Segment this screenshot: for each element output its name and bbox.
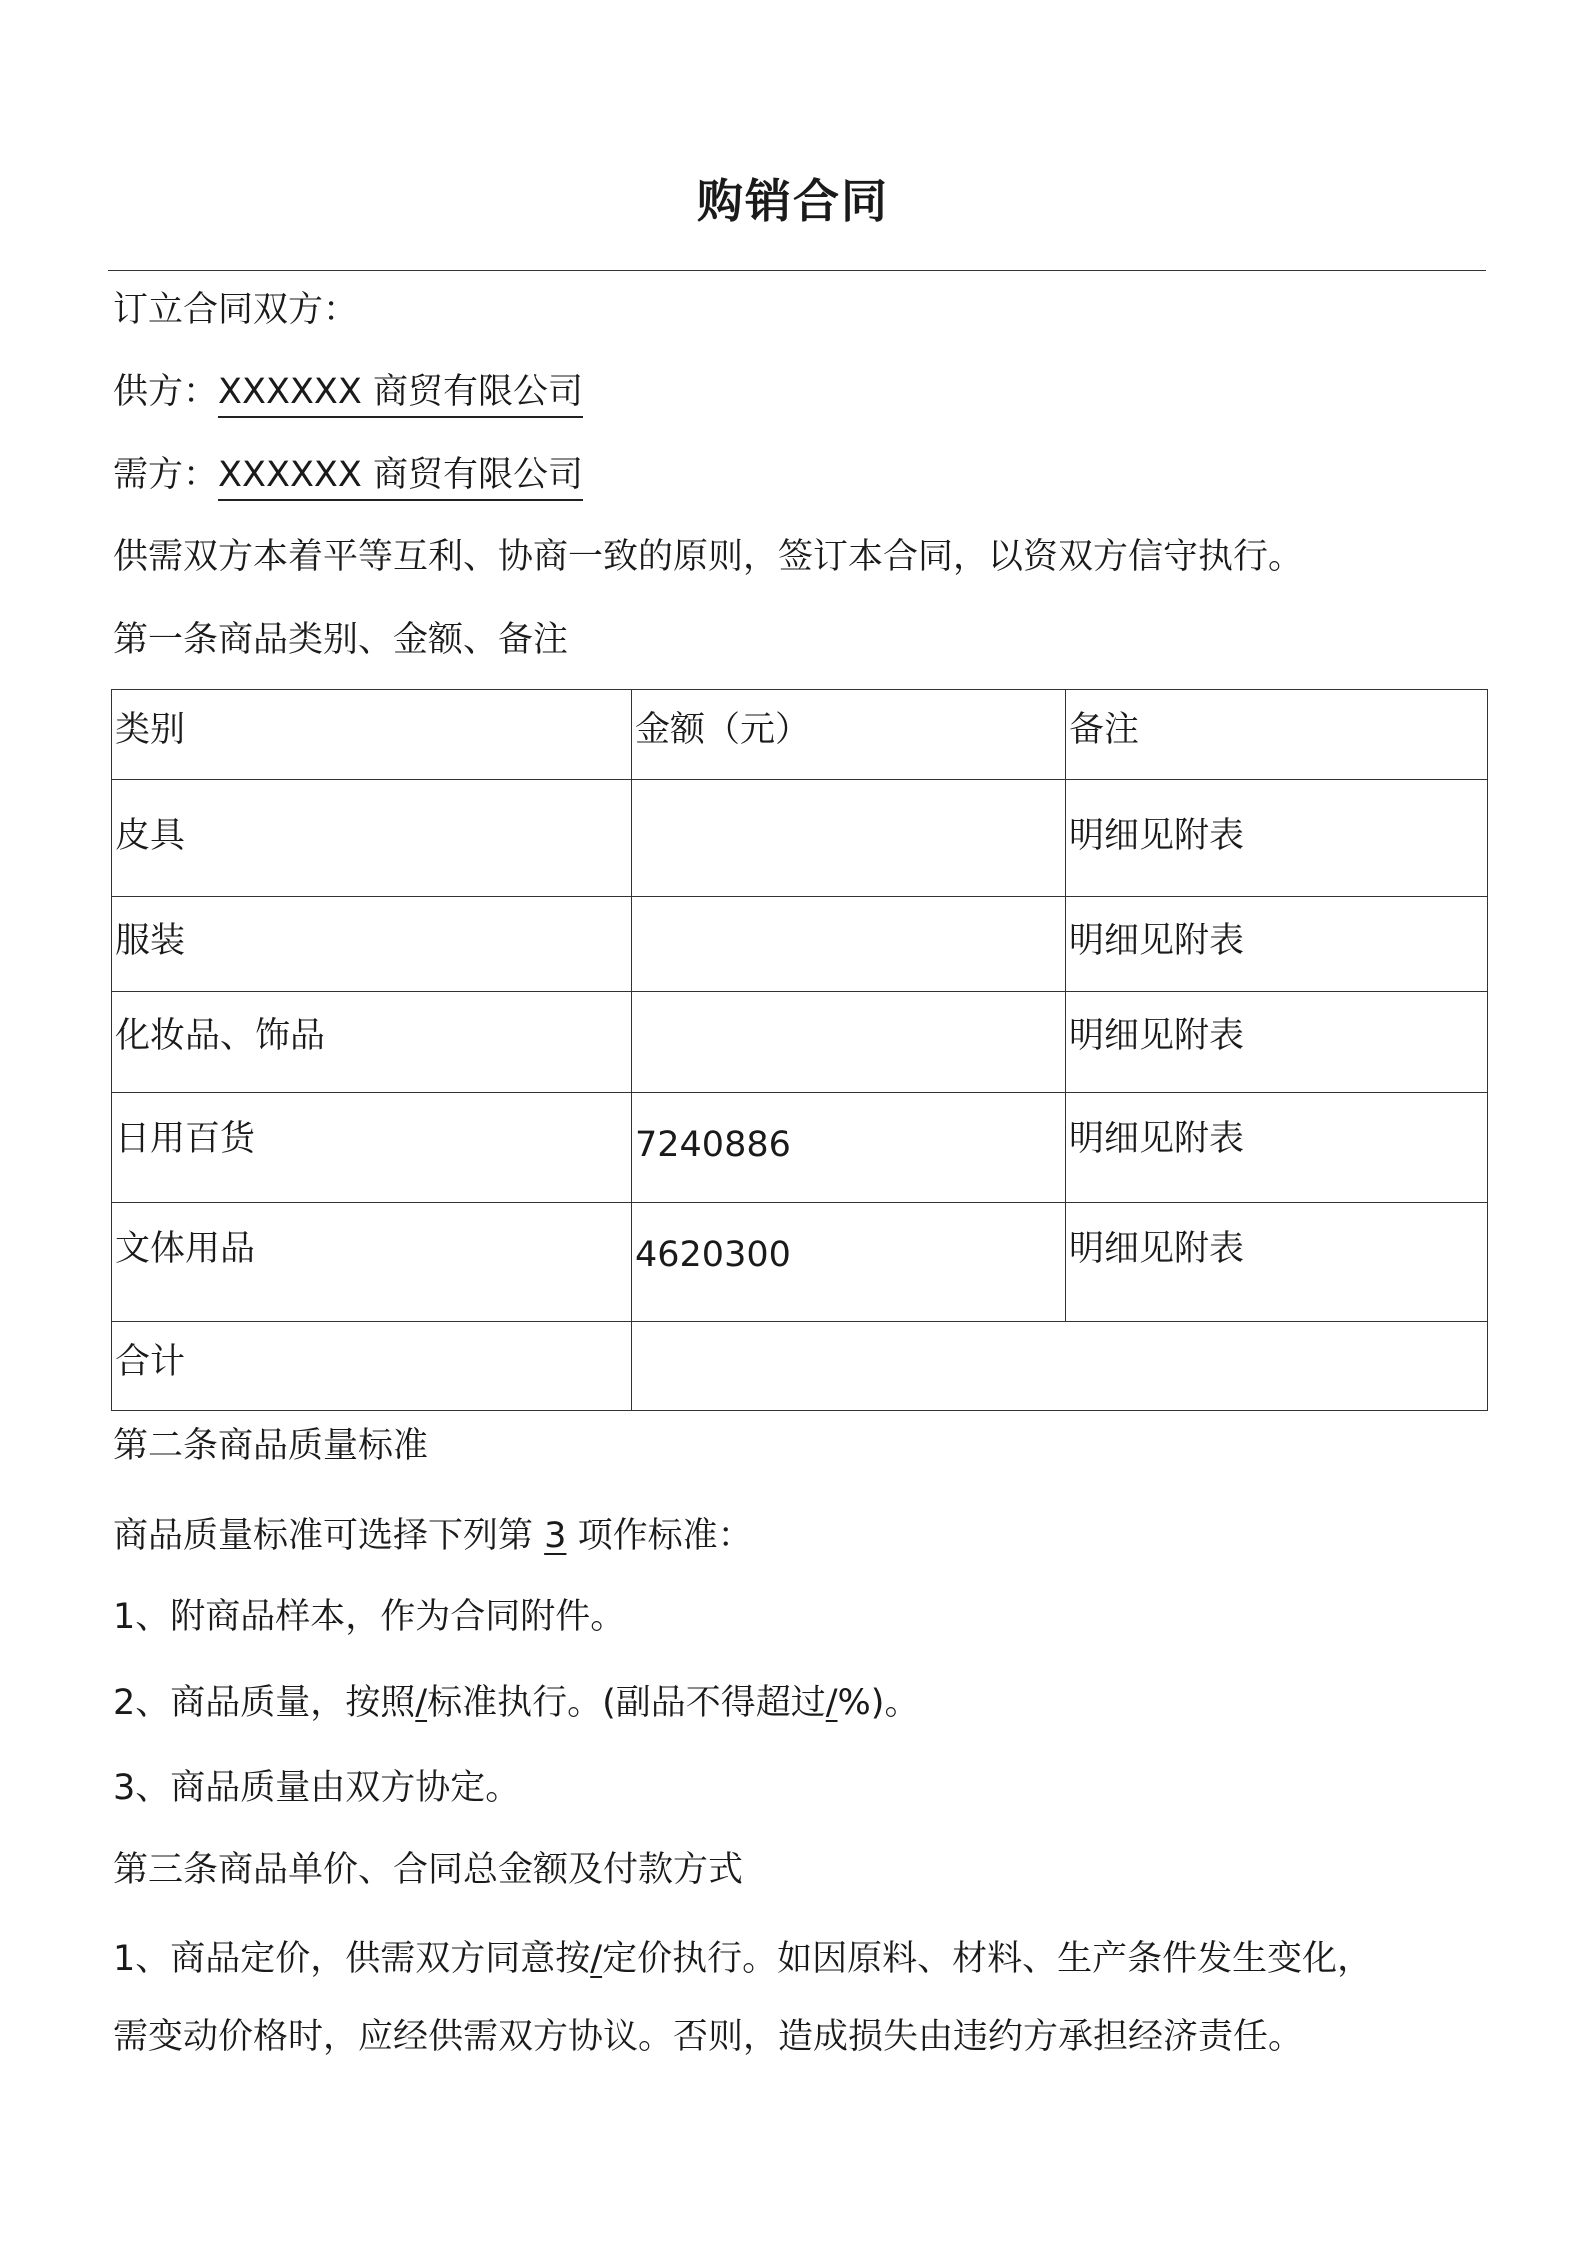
row-category: 皮具 — [112, 780, 632, 897]
article1-heading — [113, 616, 568, 664]
row-category: 服装 — [112, 897, 632, 992]
header-amount: 金额（元） — [632, 690, 1066, 780]
row-note: 明细见附表 — [1066, 780, 1488, 897]
goods-table — [111, 689, 1488, 1411]
row-note: 明细见附表 — [1066, 1093, 1488, 1203]
total-label: 合计 — [112, 1322, 632, 1411]
supplier-label: 供方： — [113, 372, 219, 412]
article3-title: 商品单价、合同总金额及付款方式 — [218, 1850, 744, 1890]
quality-item-3: 3、商品质量由双方协定。 — [113, 1768, 521, 1808]
title-divider — [108, 270, 1486, 271]
article1-title: 商品类别、金额、备注 — [218, 620, 569, 660]
article3-heading — [113, 1846, 743, 1894]
row-note: 明细见附表 — [1066, 992, 1488, 1093]
quality-item-1: 1、附商品样本，作为合同附件。 — [113, 1597, 626, 1637]
defect-rate-blank: / — [825, 1683, 838, 1723]
quality-item-2-text-b: 标准执行。(副品不得超过 — [427, 1683, 826, 1723]
quality-choice: 3 — [544, 1516, 567, 1556]
supplier-name: XXXXXX 商贸有限公司 — [218, 372, 583, 418]
row-category: 文体用品 — [112, 1203, 632, 1322]
supplier-line — [113, 368, 583, 416]
article2-title: 商品质量标准 — [218, 1426, 429, 1466]
article3-prefix: 第三条 — [113, 1850, 219, 1890]
pricing-text: 1、商品定价，供需双方同意按 — [113, 1939, 591, 1979]
row-amount: 4620300 — [632, 1203, 1066, 1322]
pricing-text-b: 定价执行。如因原料、材料、生产条件发生变化， — [602, 1939, 1373, 1979]
quality-item-2-text: 2、商品质量，按照 — [113, 1683, 416, 1723]
buyer-name: XXXXXX 商贸有限公司 — [218, 455, 583, 501]
row-note: 明细见附表 — [1066, 897, 1488, 992]
pricing-blank: / — [590, 1939, 603, 1979]
buyer-line — [113, 451, 583, 499]
quality-item-2 — [113, 1679, 919, 1727]
row-category: 化妆品、饰品 — [112, 992, 632, 1093]
row-amount: 7240886 — [632, 1093, 1066, 1203]
article1-prefix: 第一条 — [113, 620, 219, 660]
pricing-line-1 — [113, 1935, 1372, 1983]
buyer-label: 需方： — [113, 455, 219, 495]
row-amount — [632, 992, 1066, 1093]
quality-standard-blank: / — [415, 1683, 428, 1723]
parties-intro: 订立合同双方： — [113, 290, 359, 330]
table-row — [112, 780, 1488, 897]
table-row — [112, 897, 1488, 992]
document-title: 购销合同 — [697, 174, 889, 228]
header-note: 备注 — [1066, 690, 1488, 780]
table-row — [112, 1093, 1488, 1203]
table-row — [112, 992, 1488, 1093]
quality-intro-text: 商品质量标准可选择下列第 — [113, 1516, 534, 1556]
quality-intro — [113, 1512, 753, 1560]
row-category: 日用百货 — [112, 1093, 632, 1203]
row-note: 明细见附表 — [1066, 1203, 1488, 1322]
total-value — [632, 1322, 1488, 1411]
quality-intro-suffix: 项作标准： — [577, 1516, 753, 1556]
row-amount — [632, 897, 1066, 992]
table-header-row — [112, 690, 1488, 780]
pricing-line-2: 需变动价格时，应经供需双方协议。否则，造成损失由违约方承担经济责任。 — [113, 2017, 1304, 2057]
header-category: 类别 — [112, 690, 632, 780]
article2-prefix: 第二条 — [113, 1426, 219, 1466]
quality-item-2-text-c: %)。 — [837, 1683, 920, 1723]
principle-text: 供需双方本着平等互利、协商一致的原则，签订本合同，以资双方信守执行。 — [113, 537, 1304, 577]
row-amount — [632, 780, 1066, 897]
article2-heading — [113, 1422, 428, 1470]
table-row — [112, 1203, 1488, 1322]
table-total-row — [112, 1322, 1488, 1411]
